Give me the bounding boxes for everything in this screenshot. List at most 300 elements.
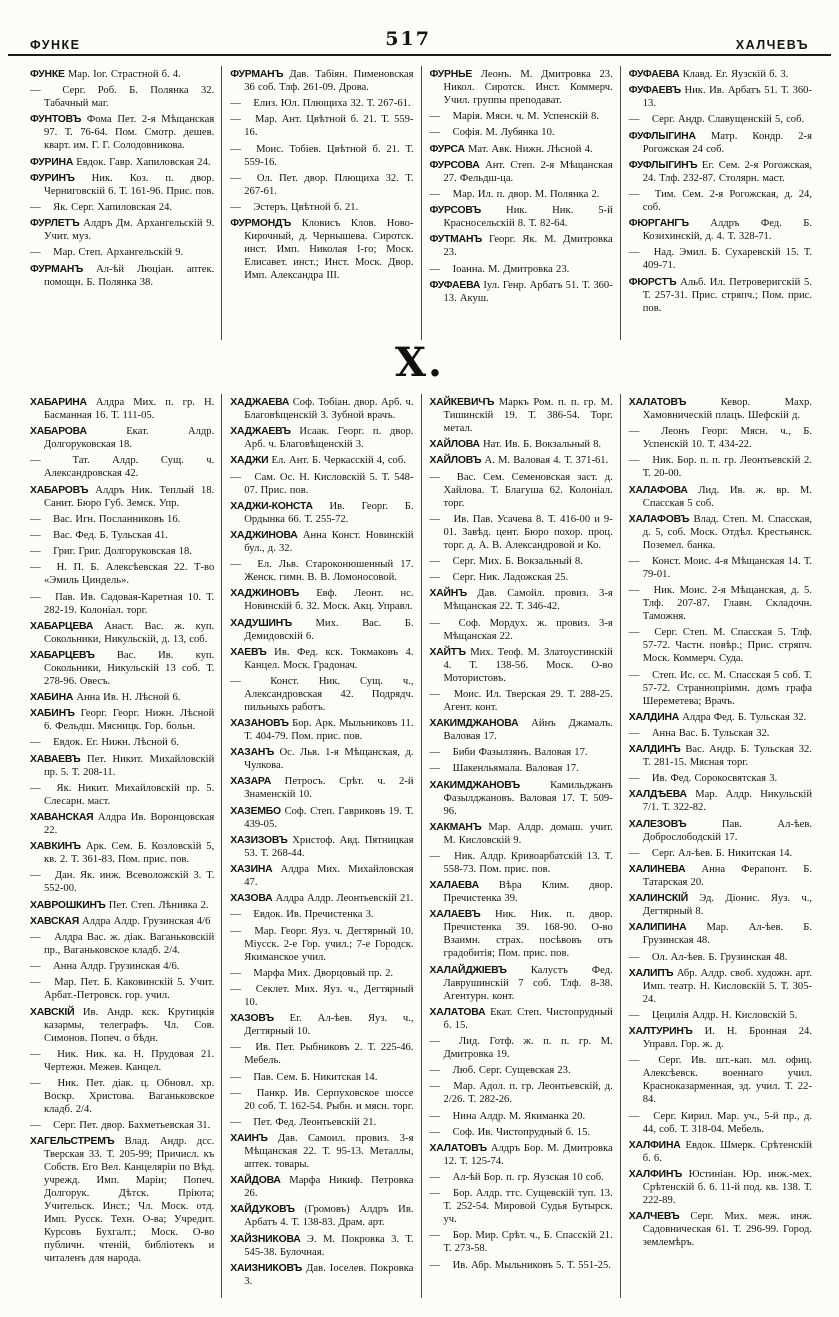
directory-entry	[430, 1110, 613, 1123]
directory-entry	[629, 1110, 812, 1136]
entry-surname: ХАЙЛОВА	[429, 439, 480, 451]
entry-surname: ХАИЗНИКОВЪ	[230, 1262, 303, 1274]
directory-entry	[30, 454, 214, 480]
directory-entry	[30, 396, 214, 422]
entry-details: Соф. Тобіан. двор. Арб. ч. Благовѣщенскій 3. Зубной врачъ.	[244, 397, 414, 421]
directory-entry	[230, 1203, 413, 1229]
directory-entry	[430, 513, 613, 552]
entry-surname: ХАЗИЗОВЪ	[230, 834, 288, 846]
directory-entry	[230, 1116, 413, 1129]
directory-entry	[430, 204, 613, 230]
entry-details: Мар. Степ. Архангельскій 9.	[50, 247, 184, 259]
entry-details: Альб. Ил. Петроверигскій 5. Т. 257-31. Прис. стряпч.; Пом. прис. пов.	[642, 276, 812, 314]
ditto-dash: —	[230, 172, 241, 184]
entry-details: Ник. Пет. діак. ц. Обновл. хр. Воскр. Христова. Ваганьковское кладб. 2/4.	[44, 1077, 215, 1115]
entry-surname: ХАБАРИНА	[30, 397, 87, 408]
entry-details: Люб. Серг. Сущевская 23.	[449, 1065, 571, 1077]
directory-entry	[629, 892, 812, 918]
entry-surname: ХАЗАНЪ	[230, 747, 275, 759]
directory-entry	[629, 1168, 812, 1207]
ditto-dash: —	[230, 1042, 241, 1054]
entry-details: Ник. Бор. п. п. гр. Леонтьевскій 2. Т. 20-00.	[642, 455, 812, 480]
ditto-dash: —	[429, 263, 441, 275]
column-3	[421, 66, 620, 340]
directory-entry	[230, 217, 413, 282]
directory-entry	[230, 925, 413, 964]
entry-surname: ФЮРГАНГЪ	[628, 218, 689, 230]
ditto-dash: —	[30, 455, 41, 467]
directory-entry	[30, 976, 214, 1002]
entry-surname: ХАИНЪ	[230, 1133, 268, 1145]
directory-entry	[629, 159, 812, 185]
entry-details: Биби Фазылзянъ. Валовая 17.	[449, 747, 588, 759]
entry-details: Дав. Самоил. провиз. 3-я Мѣщанская 22. Т. 95-13. Металлы, аптек. товары.	[244, 1133, 414, 1171]
directory-entry	[230, 97, 413, 110]
entry-details: Екат. Алдр. Долгоруковская 18.	[44, 426, 215, 451]
directory-entry	[30, 691, 214, 704]
entry-details: Алдра Алдр. Леонтьевскій 21.	[272, 893, 414, 905]
directory-entry	[30, 201, 214, 214]
directory-entry	[230, 617, 413, 643]
ditto-dash: —	[628, 247, 640, 259]
entry-details: Анаст. Вас. ж. куп. Сокольники, Никульскій, д. 13, соб.	[44, 620, 215, 645]
entry-details: Ив. Георг. Б. Ордынка 66. Т. 255-72.	[244, 500, 414, 525]
entry-surname: ХАБАРОВА	[30, 426, 87, 438]
directory-entry	[230, 834, 413, 860]
ditto-dash: —	[429, 1110, 441, 1122]
entry-surname: ХАЛАЙДЖІЕВЪ	[429, 964, 507, 976]
entry-details: Бор. Арк. Мыльниковъ 11. Т. 404-79. Пом. прис. пов.	[244, 718, 414, 743]
directory-entry	[629, 921, 812, 947]
entry-details: Мар. Ал-ѣев. Б. Грузинская 48.	[642, 922, 812, 947]
ditto-dash: —	[429, 1230, 441, 1242]
entry-surname: ХАЛАФОВА	[628, 484, 688, 496]
entry-details: Алдра Мих. п. гр. Н. Басманная 16. Т. 111-05.	[44, 397, 215, 421]
entry-details: Ант. Степ. 2-я Мѣщанская 27. Фельдш-ца.	[443, 159, 613, 184]
directory-entry	[430, 1035, 613, 1061]
entry-surname: ФЮРСТЪ	[628, 276, 677, 288]
entry-details: Алдръ Бор. М. Дмитровка 12. Т. 125-74.	[443, 1142, 613, 1167]
directory-entry	[430, 1259, 613, 1272]
directory-entry	[430, 1126, 613, 1139]
directory-entry	[230, 1174, 413, 1200]
directory-entry	[629, 669, 812, 708]
ditto-dash: —	[628, 669, 640, 681]
directory-entry	[629, 425, 812, 451]
entry-details: Матр. Кондр. 2-я Рогожская 24 соб.	[642, 130, 812, 155]
directory-entry	[230, 967, 413, 980]
directory-entry	[629, 217, 812, 243]
entry-surname: ХАЗЕМБО	[230, 805, 281, 817]
entry-details: Серг. Кирил. Мар. уч., 5-й пр., д. 44, соб. Т. 318-04. Мебель.	[642, 1110, 812, 1135]
entry-details: И. Н. Бронная 24. Управл. Гор. ж. д.	[642, 1026, 812, 1051]
directory-entry	[230, 675, 413, 714]
directory-entry	[430, 68, 613, 107]
entry-details: Ив. Фед. Сорокосвятская 3.	[648, 773, 778, 785]
directory-entry	[230, 587, 413, 613]
directory-entry	[430, 964, 613, 1003]
ditto-dash: —	[30, 513, 41, 525]
section-letter-x	[22, 394, 819, 1298]
entry-details: Ник. Ник. п. двор. Пречистенка 39. 168-90. О-во Взаимн. страх. посѣвовъ отъ градобитія; Пом. прис. пов.	[443, 909, 613, 960]
directory-entry	[430, 1187, 613, 1226]
directory-entry	[230, 805, 413, 831]
entry-surname: ХАЛАФОВЪ	[628, 513, 690, 525]
entry-surname: ХАКИМДЖАНОВА	[429, 718, 519, 730]
entry-details: Э. М. Покровка 3. Т. 545-38. Булочная.	[244, 1233, 414, 1258]
entry-details: Серг. Степ. М. Спасская 5. Тлф. 57-72. Частн. повѣр.; Прис. стряпч. Моск. Коммерч. Суда.	[642, 627, 812, 665]
entry-details: Соф. Ив. Чистопрудный б. 15.	[449, 1126, 591, 1138]
ditto-dash: —	[628, 627, 640, 639]
ditto-dash: —	[230, 114, 241, 126]
entry-details: Ол. Пет. двор. Плющиха 32. Т. 267-61.	[244, 172, 414, 197]
directory-entry	[629, 863, 812, 889]
directory-entry	[430, 188, 613, 201]
directory-entry	[230, 775, 413, 801]
ditto-dash: —	[429, 471, 441, 483]
entry-details: Дав. Самойл. провиз. 3-я Мѣщанская 22. Т. 346-42.	[443, 588, 613, 613]
ditto-dash: —	[628, 114, 640, 126]
directory-entry	[30, 84, 214, 110]
ditto-dash: —	[230, 909, 241, 921]
ditto-dash: —	[628, 555, 640, 567]
ditto-dash: —	[30, 562, 41, 574]
entry-details: Эд. Діонис. Яуз. ч., Дегтярный 8.	[642, 893, 812, 918]
directory-entry	[30, 529, 214, 542]
directory-entry	[30, 782, 214, 808]
directory-entry	[30, 707, 214, 733]
directory-entry	[30, 931, 214, 957]
entry-surname: ХАБАРОВЪ	[30, 484, 89, 496]
entry-surname: ХАЗОВА	[230, 893, 273, 905]
entry-details: Дав. Іоселев. Покровка 3.	[244, 1262, 414, 1287]
entry-surname: ХАГЕЛЬСТРЕМЪ	[30, 1136, 115, 1148]
entry-surname: ХАВСКІЙ	[30, 1006, 75, 1018]
entry-details: Ник. Моис. 2-я Мѣщанская, д. 5. Тлф. 207-87. Главн. Складочн. Таможня.	[642, 585, 812, 623]
entry-details: Ал-ѣй Бор. п. гр. Яузская 10 соб.	[449, 1172, 604, 1184]
entry-surname: ХАЛИНЕВА	[628, 864, 686, 875]
ditto-dash: —	[429, 617, 441, 629]
entry-surname: ФУРСА	[429, 143, 465, 155]
entry-details: Евдок. Ив. Пречистенка 3.	[250, 909, 374, 921]
directory-entry	[230, 454, 413, 467]
entry-surname: ФУФАЕВЪ	[628, 85, 681, 97]
directory-entry	[30, 840, 214, 866]
entry-details: Ив. Андр. кск. Крутицкія казармы, телеграфъ. Чл. Сов. Симонов. Попеч. о бѣдн.	[44, 1006, 215, 1044]
directory-entry	[230, 1041, 413, 1067]
entry-details: Айнъ Джамалъ. Валовая 17.	[443, 718, 613, 743]
entry-surname: ХАДЖИНОВЪ	[230, 588, 300, 600]
entry-details: Ив. Фед. кск. Токмаковъ 4. Канцел. Моск. Градонач.	[244, 646, 414, 671]
directory-entry	[30, 753, 214, 779]
entry-details: Мар. Алдр. Никульскій 7/1. Т. 322-82.	[642, 789, 812, 814]
page-number: 517	[385, 28, 431, 50]
ditto-dash: —	[628, 727, 640, 739]
ditto-dash: —	[30, 591, 41, 603]
directory-entry	[430, 617, 613, 643]
directory-entry	[30, 899, 214, 912]
directory-entry	[430, 438, 613, 451]
entry-details: Вѣра Клим. двор. Пречистенка 39.	[443, 880, 613, 905]
directory-entry	[629, 727, 812, 740]
ditto-dash: —	[230, 983, 241, 995]
directory-entry	[430, 879, 613, 905]
ditto-dash: —	[628, 847, 640, 859]
entry-surname: ФУНТОВЪ	[30, 114, 82, 126]
entry-details: Мар. Ант. Цвѣтной б. 21. Т. 559-16.	[244, 114, 414, 139]
entry-details: Мар. Георг. Яуз. ч. Дегтярный 10. Міусск. 2-е Гор. учил.; 7-е Городск. Якиманское учил.	[244, 925, 414, 963]
entry-details: Анна Вас. Б. Тульская 32.	[648, 727, 770, 739]
directory-entry	[629, 1210, 812, 1249]
directory-entry	[30, 217, 214, 243]
ditto-dash: —	[30, 529, 41, 541]
ditto-dash: —	[230, 1116, 241, 1128]
directory-entry	[430, 143, 613, 156]
entry-details: Бор. Мир. Срѣт. ч., Б. Спасскій 21. Т. 273-58.	[443, 1230, 613, 1255]
directory-entry	[230, 113, 413, 139]
directory-entry	[629, 1139, 812, 1165]
directory-entry	[230, 558, 413, 584]
directory-entry	[430, 454, 613, 467]
entry-surname: ХАДЖИ-КОНСТА	[230, 500, 313, 512]
entry-details: Ел. Ант. Б. Черкасскій 4, соб.	[268, 455, 406, 467]
directory-entry	[430, 159, 613, 185]
entry-details: Іоанна. М. Дмитровка 23.	[449, 263, 570, 275]
entry-surname: ФУРМАНЪ	[230, 69, 284, 80]
entry-surname: ФУТМАНЪ	[429, 234, 483, 246]
entry-details: А. М. Валовая 4. Т. 371-61.	[481, 455, 609, 467]
entry-surname: ХАЙДОВА	[230, 1175, 281, 1187]
directory-entry	[30, 545, 214, 558]
column-1	[22, 394, 221, 1298]
entry-surname: ХАЛЕЗОВЪ	[628, 818, 687, 830]
entry-surname: ФУНКЕ	[30, 69, 65, 80]
ditto-dash: —	[429, 513, 441, 525]
entry-surname: ХАБИНА	[30, 692, 74, 704]
column-2	[221, 394, 420, 1298]
entry-details: Тим. Сем. 2-я Рогожская, д. 24, соб.	[642, 188, 812, 213]
entry-details: Кевор. Махр. Хамовническій плацъ. Шефскій д.	[642, 397, 812, 421]
ditto-dash: —	[628, 1009, 640, 1021]
entry-details: Моис. Ил. Тверская 29. Т. 288-25. Агент. конт.	[443, 688, 613, 713]
entry-details: Георг. Георг. Нижн. Лѣсной 6. Фельдш. Мясницк. Гор. больн.	[44, 708, 215, 733]
directory-entry	[629, 626, 812, 665]
entry-details: Ник. Ник. 5-й Красносельскій 8. Т. 82-64.	[443, 205, 613, 230]
directory-entry	[230, 425, 413, 451]
ditto-dash: —	[429, 188, 441, 200]
ditto-dash: —	[628, 188, 640, 200]
entry-surname: ХАЙНЪ	[429, 588, 467, 600]
entry-details: Алдръ Дм. Архангельскій 9. Учит. муз.	[44, 218, 215, 243]
entry-details: Лид. Готф. ж. п. п. гр. М. Дмитровка 19.	[443, 1035, 613, 1060]
entry-details: Мар. Пет. Б. Каковинскій 5. Учит. Арбат.-Петровск. гор. учил.	[44, 977, 215, 1002]
entry-details: Софія. М. Лубянка 10.	[449, 127, 555, 139]
entry-surname: ХАЛАЕВА	[429, 880, 479, 892]
entry-details: Алдра Ив. Воронцовская 22.	[44, 812, 215, 836]
entry-details: Анна Конст. Новинскій бул., д. 32.	[244, 529, 414, 554]
entry-surname: ХАДЖАЕВЪ	[230, 426, 291, 438]
entry-details: Пет. Степ. Лѣнивка 2.	[105, 899, 209, 911]
entry-details: (Громовъ) Алдръ Ив. Арбатъ 4. Т. 138-83. Драм. арт.	[244, 1204, 414, 1229]
entry-surname: ХАЛИПИНА	[628, 922, 687, 934]
directory-entry	[430, 471, 613, 510]
entry-surname: ХАВСКАЯ	[30, 915, 79, 927]
entry-details: Панкр. Ив. Серпуховское шоссе 20 соб. Т. 162-54. Рыбн. и мясн. торг.	[244, 1087, 414, 1112]
entry-details: Мар. Адол. п. гр. Леонтьевскій, д. 2/26. Т. 282-26.	[443, 1081, 613, 1106]
ditto-dash: —	[429, 851, 441, 862]
entry-details: Евдок. Гавр. Хапиловская 24.	[73, 156, 211, 168]
entry-details: Клавд. Ег. Яузскій б. 3.	[679, 69, 789, 80]
directory-entry	[30, 960, 214, 973]
ditto-dash: —	[429, 1172, 441, 1184]
entry-surname: ХАДЖАЕВА	[230, 397, 290, 408]
entry-details: Мих. Вас. Б. Демидовскій 6.	[244, 617, 414, 642]
ditto-dash: —	[230, 98, 241, 110]
ditto-dash: —	[30, 201, 41, 213]
directory-entry	[30, 1048, 214, 1074]
directory-entry	[430, 850, 613, 876]
directory-entry	[629, 113, 812, 126]
directory-entry	[430, 396, 613, 435]
ditto-dash: —	[429, 1065, 441, 1077]
ditto-dash: —	[30, 247, 41, 259]
entry-details: Исаак. Георг. п. двор. Арб. ч. Благовѣщенскій 3.	[244, 426, 414, 451]
directory-entry	[30, 736, 214, 749]
ditto-dash: —	[30, 782, 41, 794]
entry-details: Алдра Фед. Б. Тульская 32.	[679, 711, 807, 723]
column-4	[620, 66, 819, 340]
ditto-dash: —	[429, 747, 441, 759]
entry-details: Петросъ. Срѣт. ч. 2-й Знаменскій 10.	[244, 776, 414, 801]
directory-entry	[30, 591, 214, 617]
ditto-dash: —	[230, 967, 241, 979]
entry-surname: ХАЙТЪ	[429, 646, 466, 658]
directory-entry	[230, 863, 413, 889]
entry-details: Григ. Григ. Долгоруковская 18.	[50, 546, 192, 558]
entry-details: Ив. Пав. Усачева 8. Т. 416-00 и 9-01. Завѣд. цент. Бюро похор. проц. торг. д. А. В. Александровой и Ко.	[443, 513, 613, 551]
entry-details: Серг. Андр. Славущенскій 5, соб.	[648, 114, 805, 126]
ditto-dash: —	[628, 585, 640, 597]
directory-entry	[30, 649, 214, 688]
entry-details: Моис. Тобіев. Цвѣтной б. 21. Т. 559-16.	[244, 143, 414, 168]
directory-entry	[629, 396, 812, 422]
entry-details: Н. П. Б. Алексѣевская 22. Т-во «Эмиль Циндель».	[44, 562, 215, 587]
directory-entry	[430, 110, 613, 123]
directory-entry	[30, 172, 214, 198]
entry-surname: ФУФАЕВА	[628, 69, 680, 80]
directory-entry	[430, 821, 613, 847]
entry-details: Эстеръ. Цвѣтной б. 21.	[250, 201, 359, 213]
ditto-dash: —	[30, 737, 41, 749]
directory-entry	[430, 717, 613, 743]
ditto-dash: —	[628, 773, 640, 785]
entry-details: Соф. Мордух. ж. провиз. 3-я Мѣщанская 22.	[443, 617, 613, 642]
entry-surname: ХАЙДУКОВЪ	[230, 1204, 295, 1216]
directory-entry	[30, 915, 214, 928]
entry-details: Леонъ. М. Дмитровка 23. Никол. Сиротск. Инст. Коммерч. Учил. группы преподават.	[443, 69, 613, 106]
entry-details: Пав. Сем. Б. Никитская 14.	[250, 1071, 378, 1083]
entry-details: Алдра Алдр. Грузинская 4/6	[78, 915, 211, 927]
entry-details: Фома Пет. 2-я Мѣщанская 97. Т. 76-64. Пом. Смотр. дешев. кварт. им. Г. Г. Солодовникова.	[44, 114, 215, 152]
entry-details: Ник. Коз. п. двор. Черниговскій 6. Т. 161-96. Прис. пов.	[44, 172, 215, 197]
entry-details: Ег. Сем. 2-я Рогожская, 24. Тлф. 232-87. Столярн. маст.	[642, 159, 812, 184]
entry-surname: ФУРМАНЪ	[30, 263, 84, 275]
ditto-dash: —	[628, 455, 640, 467]
directory-entry	[629, 513, 812, 552]
entry-details: Вас. Андр. Б. Тульская 32. Т. 281-15. Мясная торг.	[642, 744, 812, 769]
entry-details: Мар. Алдр. домаш. учит. М. Кисловскій 9.	[443, 821, 613, 846]
column-3	[421, 394, 620, 1298]
entry-details: Пет. Фед. Леонтьевскій 21.	[250, 1116, 377, 1128]
entry-details: Ник. Ив. Арбатъ 51. Т. 360-13.	[642, 85, 812, 110]
ditto-dash: —	[230, 201, 241, 213]
ditto-dash: —	[30, 1077, 41, 1089]
ditto-dash: —	[429, 763, 441, 775]
entry-details: Влад. Андр. дсс. Тверская 33. Т. 205-99; Причисл. къ Собств. Его Вел. Канцеляріи по Вѣд. учрежд. Имп. Маріи; Попеч. Долгорук. Дѣтск. Пріюта; Учительск. Инст.; Чл. Моск. отд. Имп. Русск. Техн. О-ва; Учредит. Курсовъ Бухгалт.; Моск. О-во публичн. чтеній, библіотекъ и читаленъ для народа.	[44, 1136, 215, 1265]
entry-details: Тат. Алдр. Сущ. ч. Александровская 42.	[44, 455, 215, 480]
entry-surname: ХАЛДИНА	[628, 711, 680, 723]
directory-entry	[629, 1009, 812, 1022]
entry-details: Леонъ Георг. Мясн. ч., Б. Успенскій 10. Т. 434-22.	[642, 426, 812, 451]
entry-details: Секлет. Мих. Яуз. ч., Дегтярный 10.	[244, 983, 414, 1008]
directory-entry	[629, 951, 812, 964]
entry-surname: ФУРИНА	[30, 156, 74, 168]
entry-surname: ХАЛДѢЕВА	[628, 789, 687, 801]
entry-details: Мат. Авк. Нижн. Лѣсной 4.	[464, 143, 593, 155]
directory-entry	[430, 587, 613, 613]
entry-surname: ХАЛАТОВА	[429, 1006, 486, 1018]
entry-details: Пав. Ал-ѣев. Доброслободскій 17.	[642, 818, 812, 843]
directory-entry	[30, 263, 214, 289]
entry-details: Шакенльямала. Валовая 17.	[449, 763, 579, 775]
entry-details: Ник. Ник. ка. Н. Прудовая 21. Чертежн. Межев. Канцел.	[44, 1048, 215, 1073]
directory-entry	[430, 233, 613, 259]
entry-details: Лид. Ив. ж. вр. М. Спасская 5 соб.	[642, 484, 812, 509]
entry-details: Як. Никит. Михайловскій пр. 5. Слесарн. маст.	[44, 782, 215, 807]
entry-details: Дан. Як. инж. Всеволожскій 3. Т. 552-00.	[44, 870, 215, 895]
entry-surname: ХАВКИНЪ	[30, 841, 81, 853]
entry-surname: ХАДУШИНЪ	[230, 617, 292, 629]
directory-entry	[230, 529, 413, 555]
entry-surname: ХАЙЗНИКОВА	[230, 1233, 301, 1245]
directory-entry	[629, 484, 812, 510]
directory-entry	[629, 188, 812, 214]
entry-details: Ал-ѣй Люціан. аптек. помощн. Б. Полянка 38.	[44, 263, 215, 288]
entry-surname: ХАБИНЪ	[30, 708, 75, 720]
entry-details: Вас. Фед. Б. Тульская 41.	[50, 529, 168, 541]
directory-entry	[230, 1071, 413, 1084]
entry-surname: ХАЗАРА	[230, 776, 272, 788]
directory-entry	[430, 1229, 613, 1255]
directory-entry	[230, 1132, 413, 1171]
entry-details: Ег. Ал-ѣев. Яуз. ч., Дегтярный 10.	[244, 1013, 414, 1038]
entry-surname: ФУРНЬЕ	[429, 69, 473, 80]
entry-surname: ХАЛЧЕВЪ	[628, 1211, 680, 1223]
entry-details: Іул. Генр. Арбатъ 51. Т. 360-13. Акуш.	[443, 279, 613, 304]
directory-entry	[30, 513, 214, 526]
directory-entry	[430, 1171, 613, 1184]
directory-entry	[430, 762, 613, 775]
directory-entry	[230, 717, 413, 743]
entry-details: Серг. Ник. Ладожская 25.	[449, 572, 569, 584]
directory-entry	[430, 1142, 613, 1168]
directory-entry	[30, 1006, 214, 1045]
directory-entry	[30, 246, 214, 259]
entry-surname: ХАЙКЕВИЧЪ	[429, 397, 495, 408]
entry-details: Бор. Алдр. ттс. Сущевскій туп. 13. Т. 252-54. Мировой Судья Бутырск. уч.	[443, 1188, 613, 1226]
column-2	[221, 66, 420, 340]
entry-details: Евдок. Шмерк. Срѣтенскій б. 6.	[642, 1139, 812, 1164]
